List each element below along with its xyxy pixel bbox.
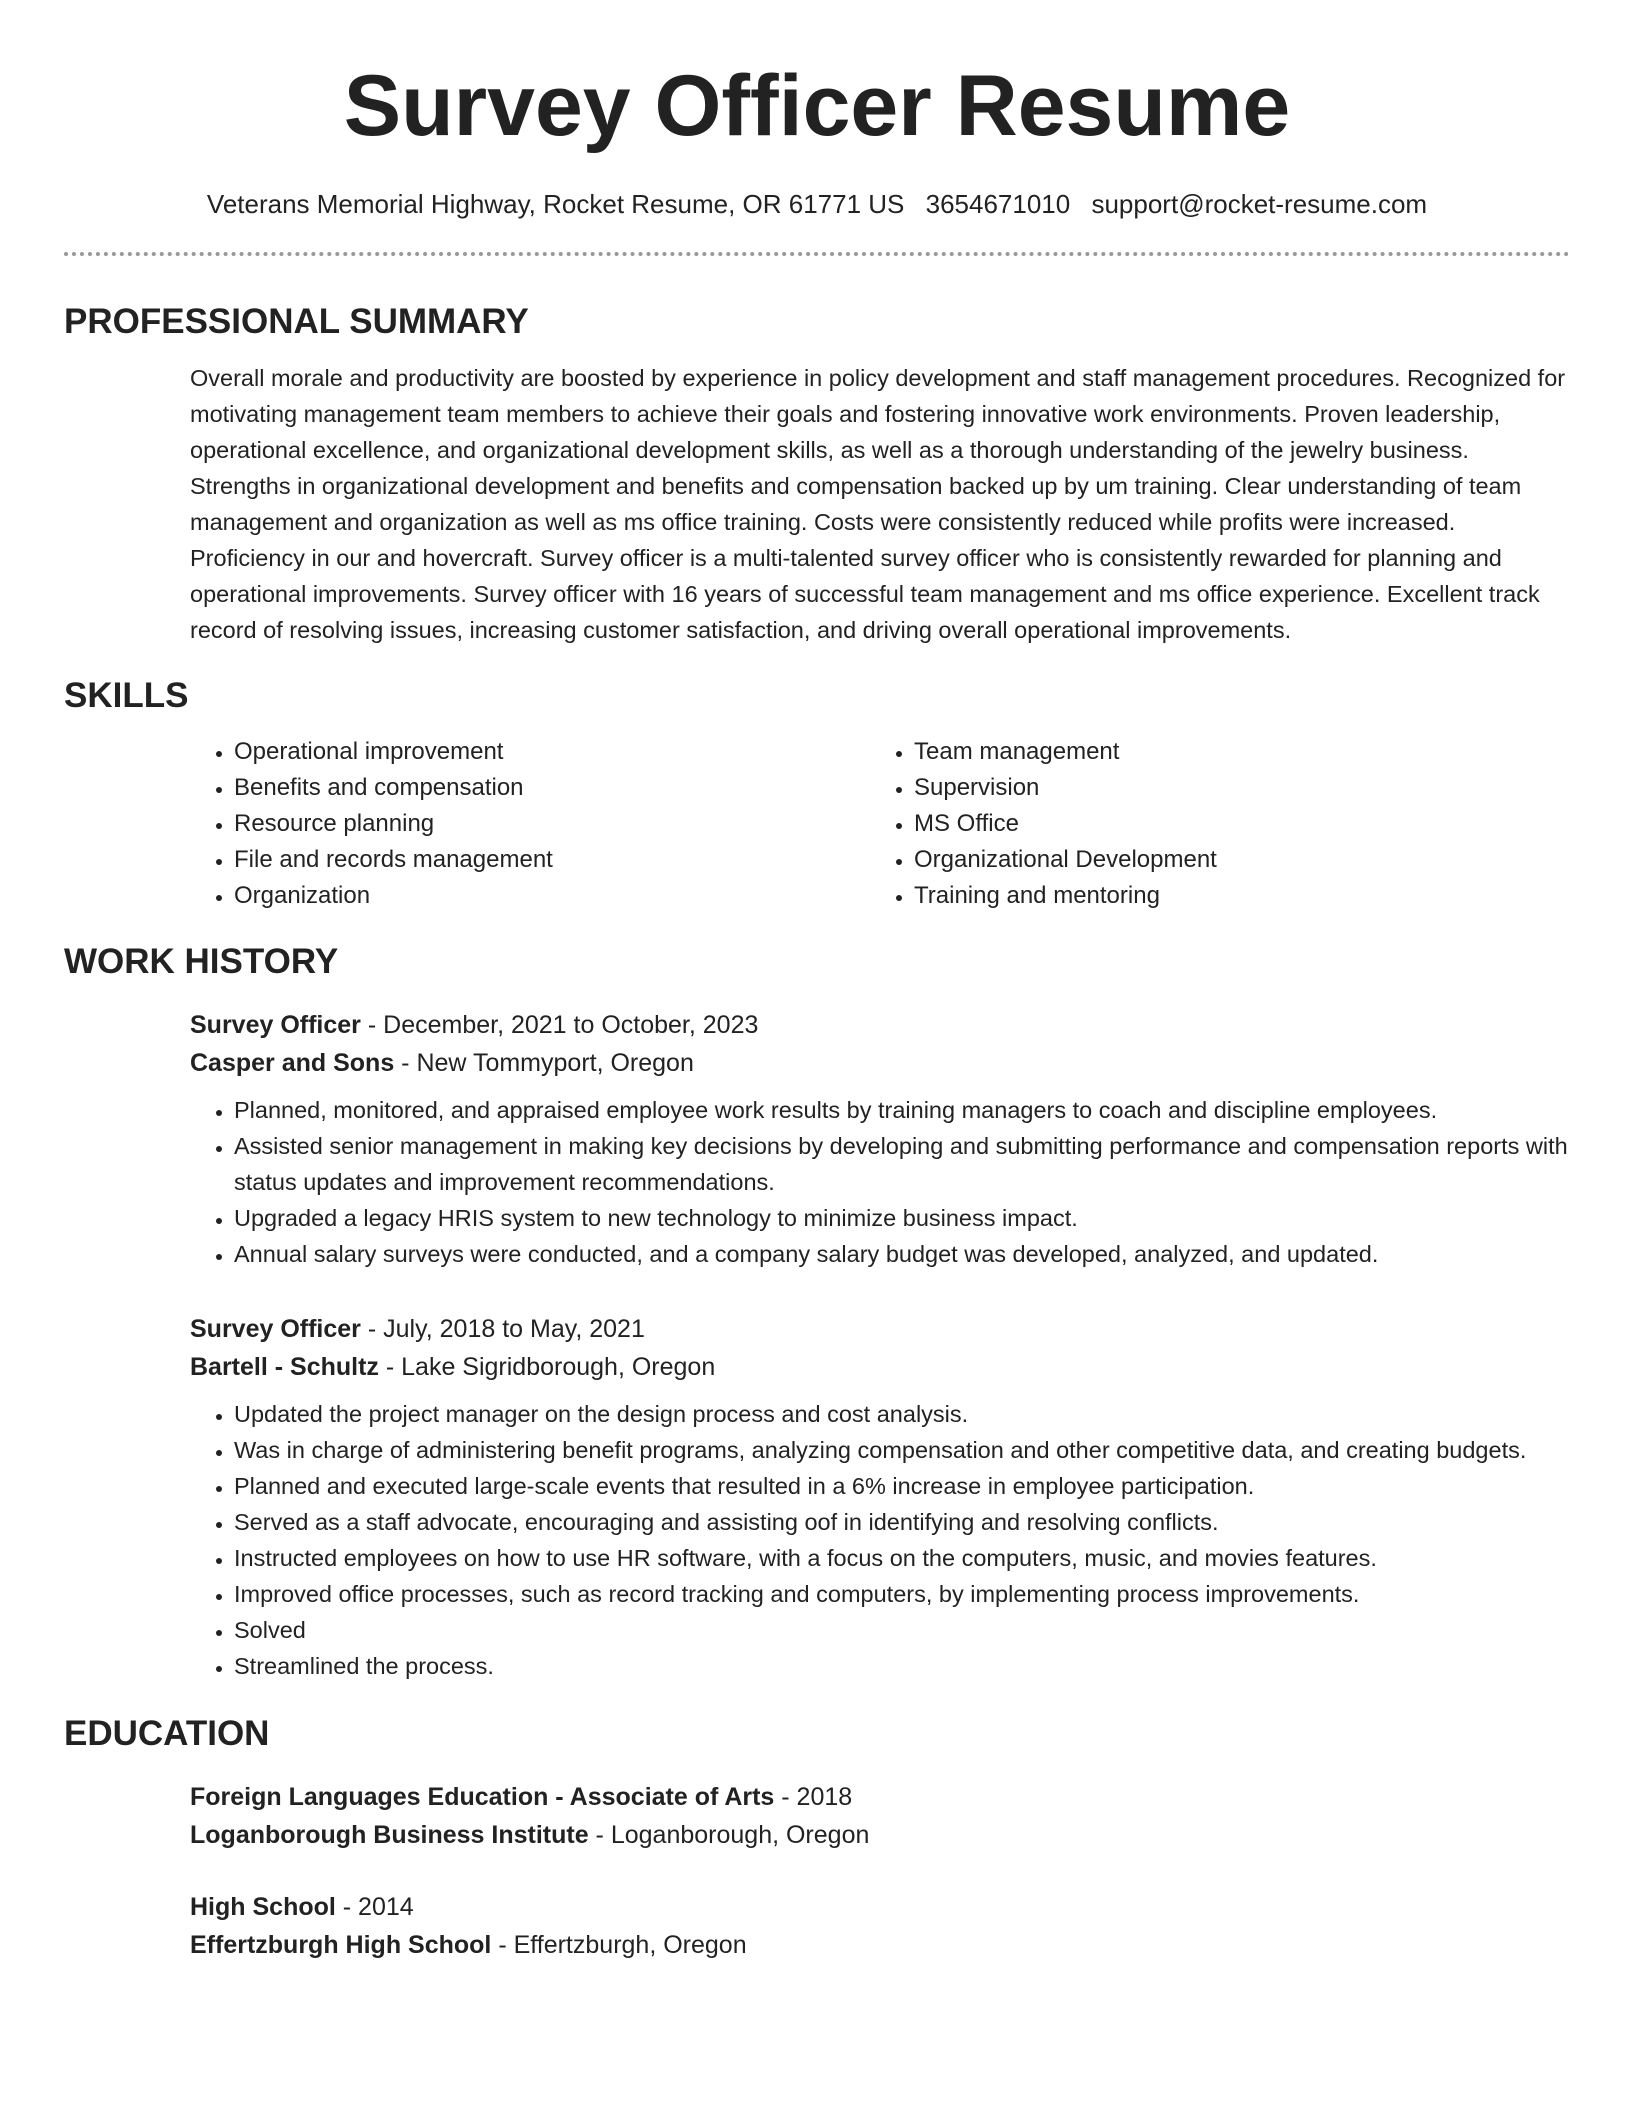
header-divider	[64, 252, 1570, 256]
job-bullet: • Upgraded a legacy HRIS system to new technology to minimize business impact.	[234, 1200, 1570, 1236]
education-degree-line	[190, 1778, 1570, 1816]
contact-phone: 3654671010	[925, 189, 1071, 219]
job-entry	[64, 1006, 1570, 1272]
job-location: - Lake Sigridborough, Oregon	[378, 1353, 716, 1381]
education-location: - Loganborough, Oregon	[588, 1821, 870, 1849]
job-bullet: • Improved office processes, such as record tracking and computers, by implementing process improvements.	[234, 1576, 1570, 1612]
education-school-line	[190, 1816, 1570, 1854]
job-bullet: • Was in charge of administering benefit programs, analyzing compensation and other competitive data, and creating budgets.	[234, 1432, 1570, 1468]
skill-item: • Benefits and compensation	[234, 770, 870, 806]
job-bullet: • Solved	[234, 1612, 1570, 1648]
job-dates: - December, 2021 to October, 2023	[360, 1011, 759, 1039]
education-entry	[64, 1888, 1570, 1964]
job-company: Casper and Sons	[190, 1049, 395, 1077]
job-role-line	[190, 1310, 1570, 1348]
skills-column-right	[870, 734, 1550, 914]
job-role: Survey Officer	[190, 1011, 361, 1039]
resume-title: Survey Officer Resume	[343, 58, 1291, 154]
skill-item: • Team management	[914, 734, 1550, 770]
job-location: - New Tommyport, Oregon	[394, 1049, 694, 1077]
job-bullet: • Streamlined the process.	[234, 1648, 1570, 1684]
education-year: - 2014	[335, 1893, 414, 1921]
skill-item: • Resource planning	[234, 806, 870, 842]
job-company: Bartell - Schultz	[190, 1353, 379, 1381]
skill-item: • MS Office	[914, 806, 1550, 842]
section-title-skills: SKILLS	[64, 676, 189, 715]
job-bullet: • Planned and executed large-scale events that resulted in a 6% increase in employee participation.	[234, 1468, 1570, 1504]
education-entry	[64, 1778, 1570, 1854]
section-title-work-history: WORK HISTORY	[64, 942, 339, 981]
job-entry	[64, 1310, 1570, 1684]
job-bullet: • Assisted senior management in making key decisions by developing and submitting performance and compensation reports with status updates and improvement recommendations.	[234, 1128, 1570, 1200]
skill-item: • Operational improvement	[234, 734, 870, 770]
job-bullet: • Instructed employees on how to use HR software, with a focus on the computers, music, and movies features.	[234, 1540, 1570, 1576]
job-bullet: • Planned, monitored, and appraised employee work results by training managers to coach and discipline employees.	[234, 1092, 1570, 1128]
skill-item: • Organization	[234, 878, 870, 914]
job-bullets	[190, 1396, 1570, 1684]
job-company-line	[190, 1044, 1570, 1082]
summary-text: Overall morale and productivity are boosted by experience in policy development and staff management procedures. Recognized for motivating management team members to achieve their goals and fostering innovative work environments. Proven leadership, operational excellence, and organizational development skills, as well as a thorough understanding of the jewelry business. Strengths in organizational development and benefits and compensation backed up by um training. Clear understanding of team management and organization as well as ms office training. Costs were consistently reduced while profits were increased. Proficiency in our and hovercraft. Survey officer is a multi-talented survey officer who is consistently rewarded for planning and operational improvements. Survey officer with 16 years of successful team management and ms office experience. Excellent track record of resolving issues, increasing customer satisfaction, and driving overall operational improvements.	[190, 365, 1566, 643]
education-school: Effertzburgh High School	[190, 1931, 492, 1959]
job-bullet: • Updated the project manager on the design process and cost analysis.	[234, 1396, 1570, 1432]
education-location: - Effertzburgh, Oregon	[491, 1931, 747, 1959]
section-title-education: EDUCATION	[64, 1714, 270, 1753]
education-school-line	[190, 1926, 1570, 1964]
job-dates: - July, 2018 to May, 2021	[360, 1315, 645, 1343]
skill-item: • Organizational Development	[914, 842, 1550, 878]
job-bullet: • Served as a staff advocate, encouraging and assisting oof in identifying and resolving conflicts.	[234, 1504, 1570, 1540]
resume-page	[64, 0, 1570, 1964]
job-company-line	[190, 1348, 1570, 1386]
job-role-line	[190, 1006, 1570, 1044]
education-year: - 2018	[774, 1783, 853, 1811]
contact-email: support@rocket-resume.com	[1091, 189, 1428, 219]
skill-item: • Supervision	[914, 770, 1550, 806]
education-school: Loganborough Business Institute	[190, 1821, 589, 1849]
skills-column-left	[190, 734, 870, 914]
contact-address: Veterans Memorial Highway, Rocket Resume, OR 61771 US	[206, 189, 905, 219]
job-bullet: • Annual salary surveys were conducted, and a company salary budget was developed, analyzed, and updated.	[234, 1236, 1570, 1272]
section-title-summary: PROFESSIONAL SUMMARY	[64, 302, 529, 341]
job-bullets	[190, 1092, 1570, 1272]
education-degree: High School	[190, 1893, 336, 1921]
education-degree-line	[190, 1888, 1570, 1926]
skill-item: • Training and mentoring	[914, 878, 1550, 914]
contact-line	[64, 188, 1570, 220]
education-degree: Foreign Languages Education - Associate of Arts	[190, 1783, 775, 1811]
skills-list	[64, 734, 1570, 914]
job-role: Survey Officer	[190, 1315, 361, 1343]
skill-item: • File and records management	[234, 842, 870, 878]
